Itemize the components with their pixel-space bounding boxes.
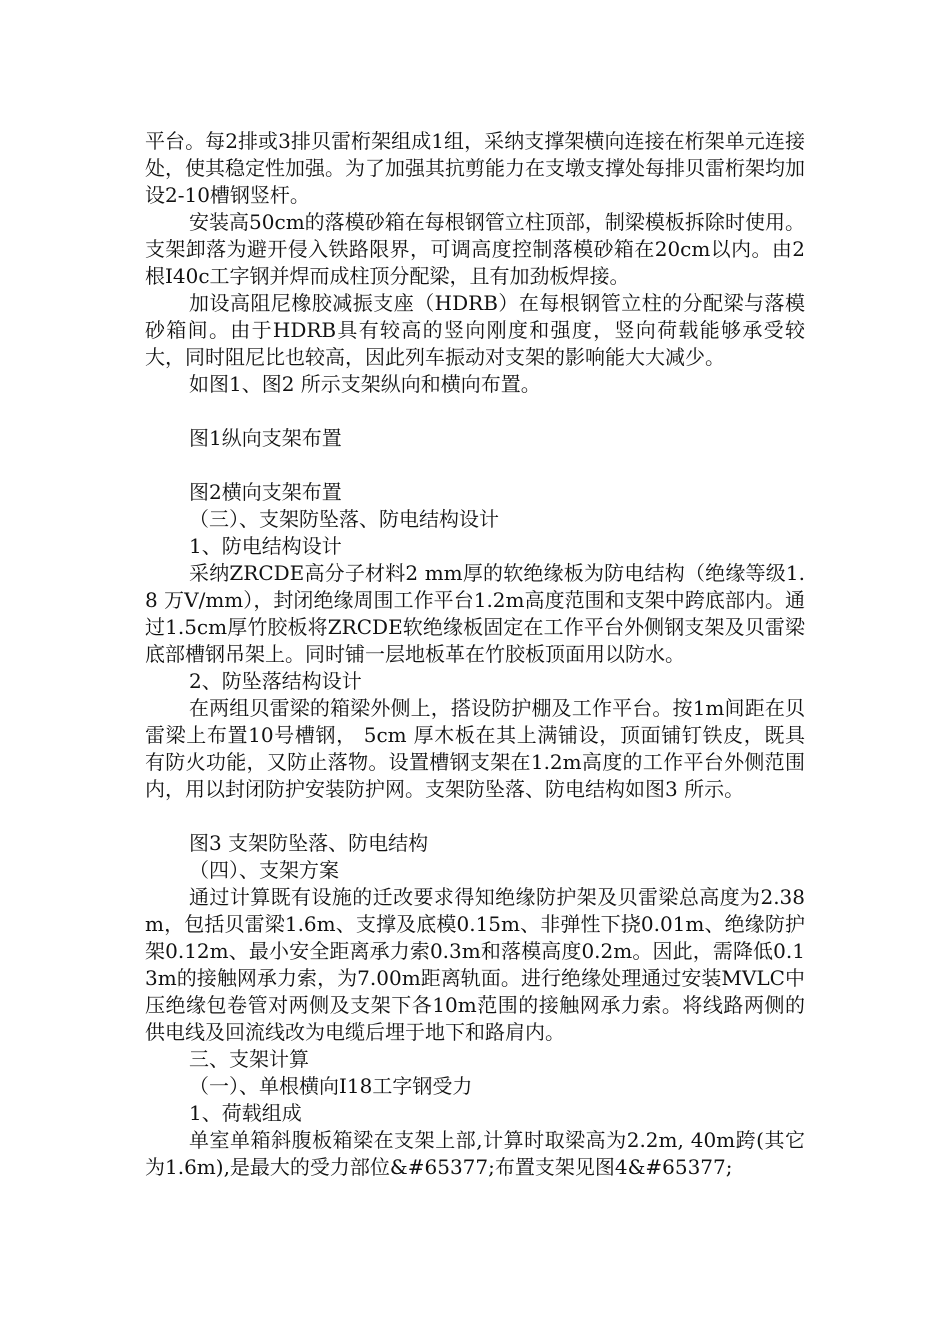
figure-2-caption: 图2横向支架布置: [189, 480, 342, 504]
section-heading-support-plan: （四）、支架方案: [189, 858, 339, 882]
paragraph-hdrb: 加设高阻尼橡胶减振支座（HDRB）在每根钢管立柱的分配梁与落模砂箱间。由于HDRB具有较高的竖向刚度和强度，竖向荷载能够承受较大，同时阻尼比也较高，因此列车振动对支架的影响能大大减少。: [145, 291, 805, 369]
figure-spacer: [145, 452, 805, 479]
subheading-load-composition: 1、荷载组成: [189, 1101, 302, 1125]
paragraph-figure-reference: 如图1、图2 所示支架纵向和横向布置。: [189, 372, 541, 396]
paragraph-platform: 平台。每2排或3排贝雷桁架组成1组，采纳支撑架横向连接在桁架单元连接处，使其稳定性加强。为了加强其抗剪能力在支墩支撑处每排贝雷桁架均加设2-10槽钢竖杆。: [145, 129, 805, 207]
figure-spacer: [145, 803, 805, 830]
figure-1-caption: 图1纵向支架布置: [189, 426, 342, 450]
paragraph-support-plan: 通过计算既有设施的迁改要求得知绝缘防护架及贝雷梁总高度为2.38m，包括贝雷梁1.6m、支撑及底模0.15m、非弹性下挠0.01m、绝缘防护架0.12m、最小安全距离承力索0.3m和落模高度0.2m。因此，需降低0.13m的接触网承力索，为7.00m距离轨面。进行绝缘处理通过安装MVLC中压绝缘包卷管对两侧及支架下各10m范围的接触网承力索。将线路两侧的供电线及回流线改为电缆后埋于地下和路肩内。: [145, 885, 805, 1044]
paragraph-fall-protection: 在两组贝雷梁的箱梁外侧上，搭设防护棚及工作平台。按1m间距在贝雷梁上布置10号槽钢， 5cm 厚木板在其上满铺设，顶面铺钉铁皮，既具有防火功能，又防止落物。设置槽钢支架在1.2m高度的工作平台外侧范围内，用以封闭防护安装防护网。支架防坠落、防电结构如图3 所示。: [145, 696, 805, 801]
paragraph-electric-protection: 采纳ZRCDE高分子材料2 mm厚的软绝缘板为防电结构（绝缘等级1.8 万V/mm），封闭绝缘周围工作平台1.2m高度范围和支架中跨底部内。通过1.5cm厚竹胶板将ZRCDE软绝缘板固定在工作平台外侧钢支架及贝雷梁底部槽钢吊架上。同时铺一层地板革在竹胶板顶面用以防水。: [145, 561, 805, 666]
document-body: [145, 128, 805, 1181]
paragraph-load-composition: 单室单箱斜腹板箱梁在支架上部,计算时取梁高为2.2m, 40m跨(其它为1.6m),是最大的受力部位&#65377;布置支架见图4&#65377;: [145, 1128, 805, 1179]
figure-spacer: [145, 398, 805, 425]
subheading-i18-steel: （一）、单根横向I18工字钢受力: [189, 1074, 473, 1098]
subheading-fall-protection: 2、防坠落结构设计: [189, 669, 362, 693]
heading-support-calculation: 三、支架计算: [189, 1047, 309, 1071]
subheading-electric-protection: 1、防电结构设计: [189, 534, 342, 558]
paragraph-sand-box: 安装高50cm的落模砂箱在每根钢管立柱顶部，制梁模板拆除时使用。支架卸落为避开侵入铁路限界，可调高度控制落模砂箱在20cm以内。由2 根I40c工字钢并焊而成柱顶分配梁，且有加劲板焊接。: [145, 210, 805, 288]
section-heading-protection: （三）、支架防坠落、防电结构设计: [189, 507, 499, 531]
figure-3-caption: 图3 支架防坠落、防电结构: [189, 831, 429, 855]
